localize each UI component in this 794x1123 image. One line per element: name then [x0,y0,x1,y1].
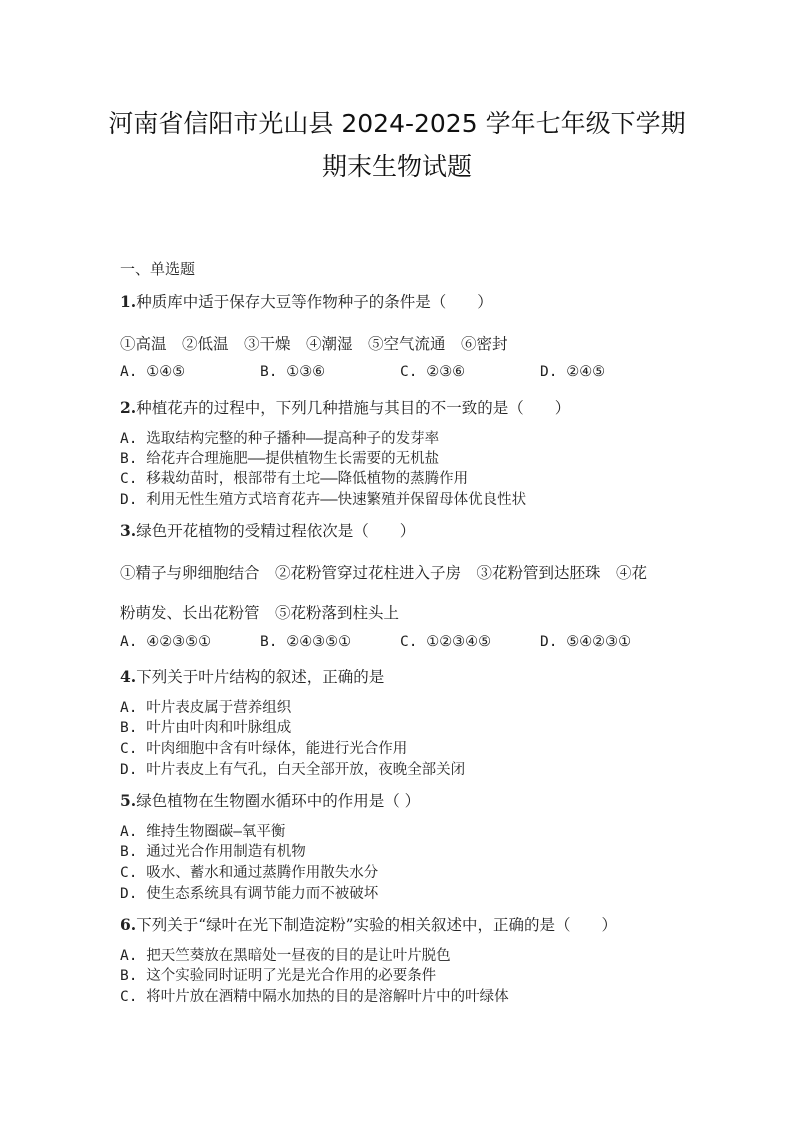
option-b: B. 这个实验同时证明了光是光合作用的必要条件 [120,968,437,984]
option-b: B. ①③⑥ [260,364,326,380]
option-a: A. 叶片表皮属于营养组织 [120,700,292,716]
section-heading: 一、单选题 [120,260,196,278]
option-d: D. ⑤④②③① [540,634,632,650]
question-4 [120,665,384,687]
option-c: C. 移栽幼苗时，根部带有土坨——降低植物的蒸腾作用 [120,471,469,487]
question-text: 下列关于“绿叶在光下制造淀粉”实验的相关叙述中，正确的是（ ） [136,916,618,934]
option-c: C. 将叶片放在酒精中隔水加热的目的是溶解叶片中的叶绿体 [120,989,509,1005]
option-d: D. ②④⑤ [540,364,606,380]
option-b: B. 叶片由叶肉和叶脉组成 [120,720,292,736]
option-a: A. 选取结构完整的种子播种——提高种子的发芽率 [120,431,440,447]
option-b: B. 给花卉合理施肥——提供植物生长需要的无机盐 [120,451,440,467]
option-a: A. 把天竺葵放在黑暗处一昼夜的目的是让叶片脱色 [120,948,451,964]
question-5 [120,789,420,811]
option-c: C. 叶肉细胞中含有叶绿体，能进行光合作用 [120,741,408,757]
question-text: 下列关于叶片结构的叙述，正确的是 [136,668,385,686]
option-d: D. 利用无性生殖方式培育花卉——快速繁殖并保留母体优良性状 [120,492,527,508]
question-3-options [120,634,631,650]
option-b: B. 通过光合作用制造有机物 [120,844,306,860]
question-number: 5. [120,791,137,810]
question-1 [120,290,493,312]
question-1-stem: ①高温 ②低温 ③干燥 ④潮湿 ⑤空气流通 ⑥密封 [120,335,508,353]
option-c: C. ②③⑥ [400,364,466,380]
question-text: 绿色开花植物的受精过程依次是（ ） [136,522,416,540]
question-number: 4. [120,667,137,686]
question-number: 1. [120,292,137,311]
question-text: 种质库中适于保存大豆等作物种子的条件是（ ） [136,293,493,311]
option-d: D. 叶片表皮上有气孔，白天全部开放，夜晚全部关闭 [120,762,466,778]
title-line-1: 河南省信阳市光山县 2024-2025 学年七年级下学期 [108,109,686,138]
question-3 [120,519,415,541]
title-line-2: 期末生物试题 [321,152,472,181]
option-d: D. 使生态系统具有调节能力而不被破坏 [120,886,379,902]
question-6 [120,913,617,935]
question-3-stem-line-1: ①精子与卵细胞结合 ②花粉管穿过花柱进入子房 ③花粉管到达胚珠 ④花 [120,564,648,582]
question-3-stem-line-2: 粉萌发、长出花粉管 ⑤花粉落到柱头上 [120,604,400,622]
option-a: A. ①④⑤ [120,364,186,380]
option-b: B. ②④③⑤① [260,634,352,650]
option-a: A. ④②③⑤① [120,634,212,650]
question-number: 2. [120,398,137,417]
option-a: A. 维持生物圈碳—氧平衡 [120,824,286,840]
option-c: C. ①②③④⑤ [400,634,492,650]
question-text: 种植花卉的过程中，下列几种措施与其目的不一致的是（ ） [136,399,571,417]
question-2 [120,396,570,418]
question-1-options [120,364,605,380]
question-number: 6. [120,915,137,934]
question-number: 3. [120,521,137,540]
option-c: C. 吸水、蓄水和通过蒸腾作用散失水分 [120,865,379,881]
question-text: 绿色植物在生物圈水循环中的作用是（ ） [136,792,421,810]
